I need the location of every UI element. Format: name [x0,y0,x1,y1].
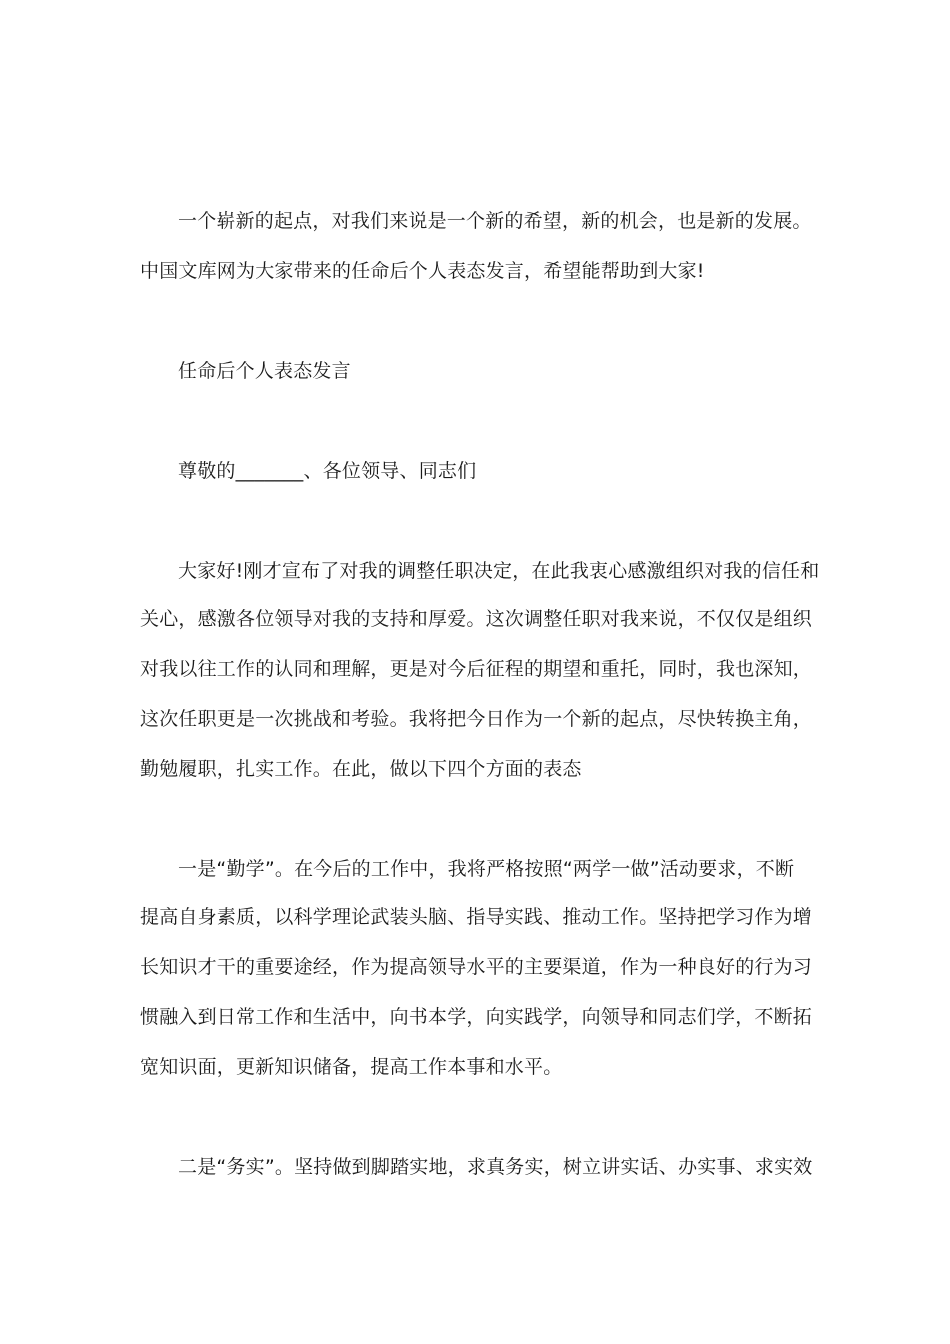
paragraph2-line-3: 长知识才干的重要途经，作为提高领导水平的主要渠道，作为一种良好的行为习 [140,956,813,978]
paragraph2-line-2: 提高自身素质，以科学理论武装头脑、指导实践、推动工作。坚持把学习作为增 [140,906,813,928]
paragraph1-line-1: 大家好!刚才宣布了对我的调整任职决定，在此我衷心感激组织对我的信任和 [178,560,820,582]
intro-line-2: 中国文库网为大家带来的任命后个人表态发言，希望能帮助到大家! [140,260,705,282]
paragraph2-line-1: 一是“勤学”。在今后的工作中，我将严格按照“两学一做”活动要求，不断 [178,858,795,880]
paragraph1-line-2: 关心，感激各位领导对我的支持和厚爱。这次调整任职对我来说，不仅仅是组织 [140,608,813,630]
paragraph2-line-5: 宽知识面，更新知识储备，提高工作本事和水平。 [140,1056,563,1078]
intro-line-1: 一个崭新的起点，对我们来说是一个新的希望，新的机会，也是新的发展。 [178,210,812,232]
paragraph1-line-3: 对我以往工作的认同和理解，更是对今后征程的期望和重托，同时，我也深知， [140,658,813,680]
salutation: 尊敬的_______、各位领导、同志们 [178,460,477,482]
paragraph3-line-1: 二是“务实”。坚持做到脚踏实地，求真务实，树立讲实话、办实事、求实效 [178,1156,813,1178]
paragraph1-line-5: 勤勉履职，扎实工作。在此，做以下四个方面的表态 [140,758,582,780]
paragraph1-line-4: 这次任职更是一次挑战和考验。我将把今日作为一个新的起点，尽快转换主角， [140,708,813,730]
paragraph2-line-4: 惯融入到日常工作和生活中，向书本学，向实践学，向领导和同志们学，不断拓 [140,1006,813,1028]
document-title: 任命后个人表态发言 [178,360,351,382]
